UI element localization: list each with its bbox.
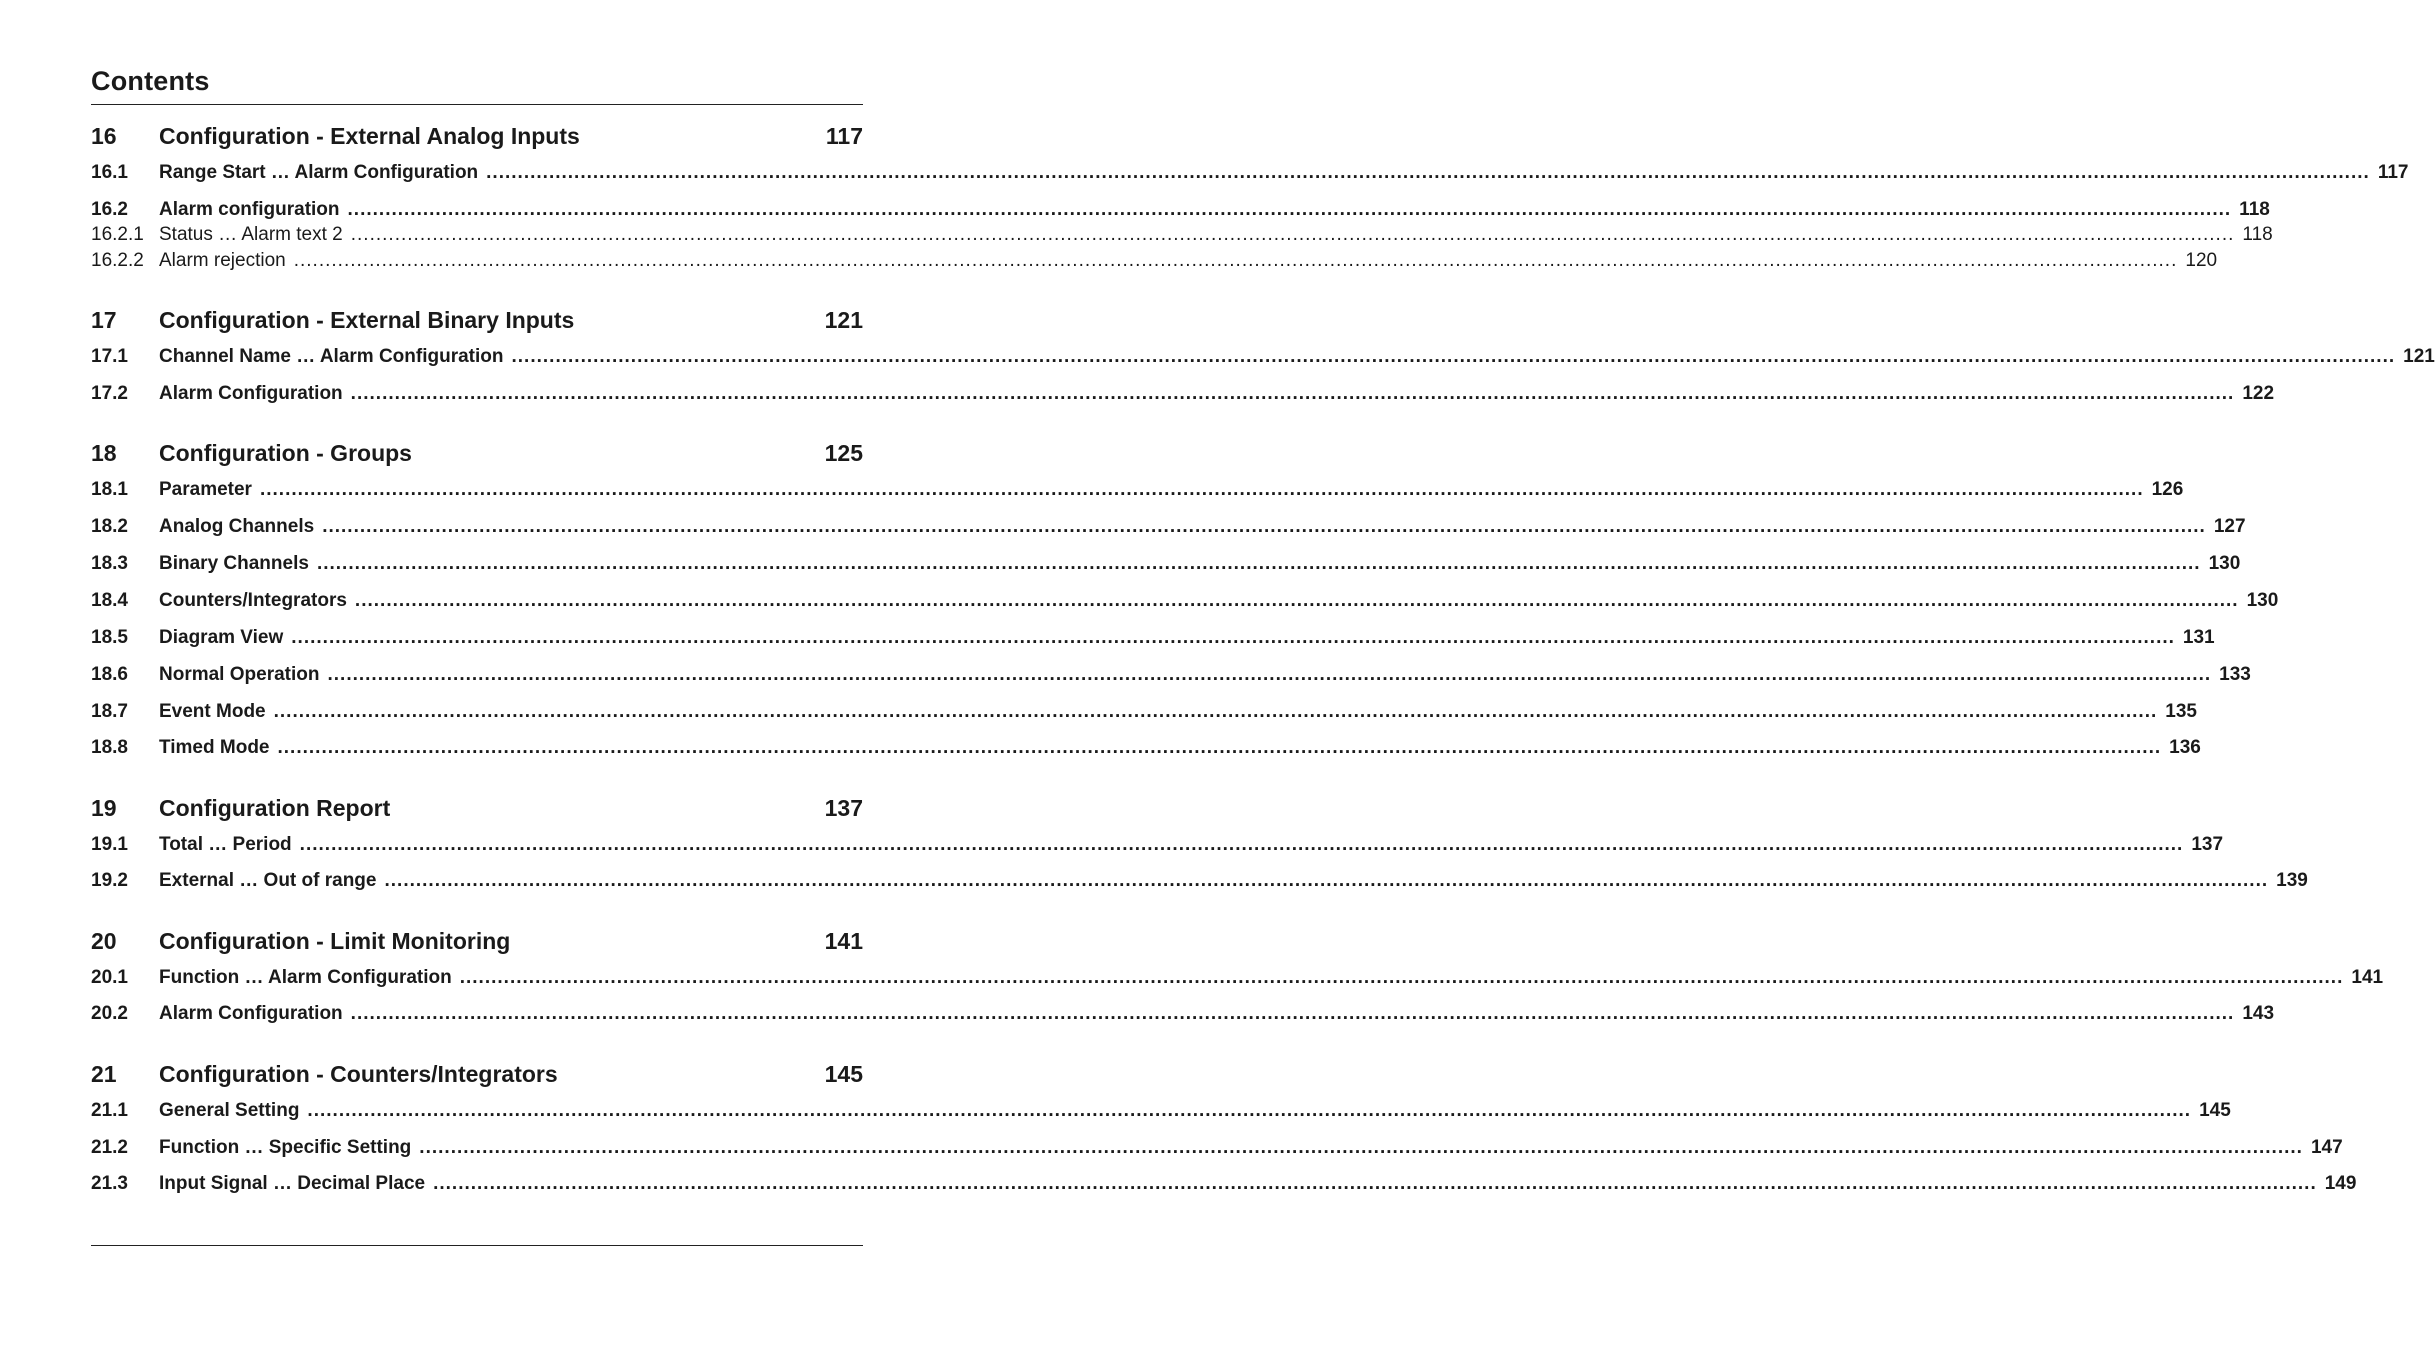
toc-page-number: 131 xyxy=(2182,627,2215,648)
toc-leader-dots: ............................................................................................................................................................................................................................................................................................................ xyxy=(384,870,2269,891)
toc-leader-dots: ............................................................................................................................................................................................................................................................................................................ xyxy=(327,664,2212,685)
toc-entry-number: 16.2.2 xyxy=(91,250,144,271)
toc-entry-number: 20.2 xyxy=(91,1003,128,1024)
toc-leader-dots: ............................................................................................................................................................................................................................................................................................................ xyxy=(511,346,2396,367)
toc-entry-title: Event Mode xyxy=(159,701,266,722)
toc-entry-title: General Setting xyxy=(159,1100,300,1121)
toc-entry-title: Alarm Configuration xyxy=(159,383,343,404)
footer-divider xyxy=(91,1245,863,1246)
toc-page-number: 126 xyxy=(2151,479,2184,500)
toc-section-row[interactable] xyxy=(91,664,2251,686)
toc-entry-title: Binary Channels xyxy=(159,553,309,574)
toc-entry-number: 20.1 xyxy=(91,967,128,988)
toc-section-row[interactable] xyxy=(91,553,2241,575)
toc-entry-title: Normal Operation xyxy=(159,664,320,685)
toc-page-number: 141 xyxy=(2351,967,2384,988)
toc-leader-dots: ............................................................................................................................................................................................................................................................................................................ xyxy=(293,250,2178,271)
toc-entry-number: 19.1 xyxy=(91,834,128,855)
toc-leader-dots: ............................................................................................................................................................................................................................................................................................................ xyxy=(316,553,2201,574)
toc-leader-dots: ............................................................................................................................................................................................................................................................................................................ xyxy=(347,199,2232,220)
toc-leader-dots: ............................................................................................................................................................................................................................................................................................................ xyxy=(322,516,2206,537)
toc-page-number: 143 xyxy=(2242,1003,2275,1024)
toc-chapter-row[interactable] xyxy=(91,1061,863,1088)
toc-chapter-row[interactable] xyxy=(91,795,863,822)
toc-leader-dots: ............................................................................................................................................................................................................................................................................................................ xyxy=(277,737,2162,758)
toc-entry-title: Configuration - External Analog Inputs xyxy=(159,123,580,149)
toc-leader-dots: ............................................................................................................................................................................................................................................................................................................ xyxy=(350,224,2235,245)
toc-entry-title: Configuration - Limit Monitoring xyxy=(159,928,511,954)
toc-page-number: 137 xyxy=(2191,834,2224,855)
toc-entry-number: 17.2 xyxy=(91,383,128,404)
toc-section-row[interactable] xyxy=(91,1137,2343,1159)
toc-entry-title: Channel Name … Alarm Configuration xyxy=(159,346,504,367)
toc-section-row[interactable] xyxy=(91,737,2201,759)
toc-entry-title: Status … Alarm text 2 xyxy=(159,224,343,245)
toc-entry-title: Input Signal … Decimal Place xyxy=(159,1173,426,1194)
toc-entry-title: Configuration Report xyxy=(159,795,391,821)
toc-entry-title: Function … Alarm Configuration xyxy=(159,967,452,988)
toc-page-number: 136 xyxy=(2169,737,2201,758)
toc-leader-dots: ............................................................................................................................................................................................................................................................................................................ xyxy=(486,162,2370,183)
toc-leader-dots: ............................................................................................................................................................................................................................................................................................................ xyxy=(350,1003,2235,1024)
toc-leader-dots: ............................................................................................................................................................................................................................................................................................................ xyxy=(259,479,2144,500)
toc-section-row[interactable] xyxy=(91,870,2308,892)
toc-leader-dots: ............................................................................................................................................................................................................................................................................................................ xyxy=(299,834,2184,855)
toc-page-number: 121 xyxy=(2403,346,2435,367)
toc-entry-number: 17.1 xyxy=(91,346,128,367)
toc-leader-dots: ............................................................................................................................................................................................................................................................................................................ xyxy=(291,627,2175,648)
toc-entry-number: 21.2 xyxy=(91,1137,128,1158)
toc-entry-number: 17 xyxy=(91,307,117,333)
toc-page-number: 122 xyxy=(2242,383,2275,404)
toc-section-row[interactable] xyxy=(91,516,2246,538)
toc-entry-number: 18 xyxy=(91,440,117,466)
toc-leader-dots: ............................................................................................................................................................................................................................................................................................................ xyxy=(273,701,2158,722)
toc-entry-title: Parameter xyxy=(159,479,252,500)
toc-entry-number: 18.1 xyxy=(91,479,128,500)
toc-leader-dots: ............................................................................................................................................................................................................................................................................................................ xyxy=(307,1100,2192,1121)
toc-page-number: 139 xyxy=(2276,870,2308,891)
toc-entry-title: Function … Specific Setting xyxy=(159,1137,412,1158)
toc-section-row[interactable] xyxy=(91,199,2270,221)
toc-section-row[interactable] xyxy=(91,383,2275,405)
toc-chapter-row[interactable] xyxy=(91,928,863,955)
toc-section-row[interactable] xyxy=(91,590,2279,612)
toc-page-number: 133 xyxy=(2219,664,2251,685)
toc-entry-title: Range Start … Alarm Configuration xyxy=(159,162,479,183)
toc-page-number: 121 xyxy=(824,307,863,333)
toc-leader-dots: ............................................................................................................................................................................................................................................................................................................ xyxy=(354,590,2239,611)
toc-page-number: 145 xyxy=(2199,1100,2231,1121)
toc-entry-number: 16.2 xyxy=(91,199,128,220)
toc-leader-dots: ............................................................................................................................................................................................................................................................................................................ xyxy=(433,1173,2317,1194)
toc-entry-number: 20 xyxy=(91,928,117,954)
toc-entry-title: Configuration - Groups xyxy=(159,440,412,466)
toc-entry-number: 16 xyxy=(91,123,117,149)
toc-section-row[interactable] xyxy=(91,1100,2231,1122)
toc-page-number: 127 xyxy=(2213,516,2246,537)
toc-page-number: 141 xyxy=(824,928,863,954)
toc-page-number: 130 xyxy=(2246,590,2279,611)
toc-entry-title: Alarm Configuration xyxy=(159,1003,343,1024)
toc-entry-title: External … Out of range xyxy=(159,870,377,891)
toc-section-row[interactable] xyxy=(91,162,2409,184)
toc-entry-number: 21.3 xyxy=(91,1173,128,1194)
toc-page-number: 145 xyxy=(824,1061,863,1087)
toc-section-row[interactable] xyxy=(91,479,2184,501)
toc-leader-dots: ............................................................................................................................................................................................................................................................................................................ xyxy=(419,1137,2303,1158)
toc-entry-title: Configuration - Counters/Integrators xyxy=(159,1061,558,1087)
toc-page-number: 125 xyxy=(824,440,863,466)
toc-page-number: 118 xyxy=(2242,224,2273,245)
toc-section-row[interactable] xyxy=(91,701,2197,723)
toc-entry-title: Alarm rejection xyxy=(159,250,286,271)
toc-entry-number: 18.7 xyxy=(91,701,128,722)
toc-page-number: 149 xyxy=(2324,1173,2357,1194)
toc-entry-title: Diagram View xyxy=(159,627,284,648)
toc-section-row[interactable] xyxy=(91,967,2384,989)
toc-page-number: 117 xyxy=(825,123,863,149)
toc-chapter-row[interactable] xyxy=(91,440,863,467)
toc-section-row[interactable] xyxy=(91,346,2435,368)
toc-page-number: 137 xyxy=(824,795,863,821)
toc-entry-number: 18.5 xyxy=(91,627,128,648)
toc-chapter-row[interactable] xyxy=(91,123,863,150)
toc-entry-number: 18.2 xyxy=(91,516,128,537)
toc-entry-number: 21 xyxy=(91,1061,117,1087)
toc-leader-dots: ............................................................................................................................................................................................................................................................................................................ xyxy=(350,383,2235,404)
toc-entry-title: Configuration - External Binary Inputs xyxy=(159,307,575,333)
toc-chapter-row[interactable] xyxy=(91,307,863,334)
toc-entry-number: 18.4 xyxy=(91,590,128,611)
toc-entry-title: Total … Period xyxy=(159,834,292,855)
toc-page-number: 147 xyxy=(2310,1137,2343,1158)
toc-leader-dots: ............................................................................................................................................................................................................................................................................................................ xyxy=(459,967,2344,988)
toc-entry-number: 18.3 xyxy=(91,553,128,574)
toc-section-row[interactable] xyxy=(91,1173,2357,1195)
toc-entry-title: Timed Mode xyxy=(159,737,270,758)
toc-page-number: 130 xyxy=(2208,553,2241,574)
toc-subsection-row[interactable] xyxy=(91,250,2218,272)
toc-section-row[interactable] xyxy=(91,834,2224,856)
page-title: Contents xyxy=(91,66,210,96)
toc-entry-number: 18.8 xyxy=(91,737,128,758)
toc-page-number: 135 xyxy=(2165,701,2197,722)
toc-entry-number: 19 xyxy=(91,795,117,821)
toc-entry-number: 16.2.1 xyxy=(91,224,144,245)
toc-entry-number: 21.1 xyxy=(91,1100,128,1121)
toc-page-number: 118 xyxy=(2239,199,2270,220)
toc-page-number: 117 xyxy=(2377,162,2409,183)
toc-entry-number: 18.6 xyxy=(91,664,128,685)
title-divider xyxy=(91,104,863,105)
toc-entry-title: Alarm configuration xyxy=(159,199,340,220)
toc-page-number: 120 xyxy=(2185,250,2218,271)
toc-section-row[interactable] xyxy=(91,1003,2275,1025)
toc-section-row[interactable] xyxy=(91,627,2215,649)
toc-subsection-row[interactable] xyxy=(91,224,2273,246)
toc-entry-number: 19.2 xyxy=(91,870,128,891)
toc-entry-title: Analog Channels xyxy=(159,516,315,537)
toc-entry-number: 16.1 xyxy=(91,162,128,183)
toc-entry-title: Counters/Integrators xyxy=(159,590,347,611)
